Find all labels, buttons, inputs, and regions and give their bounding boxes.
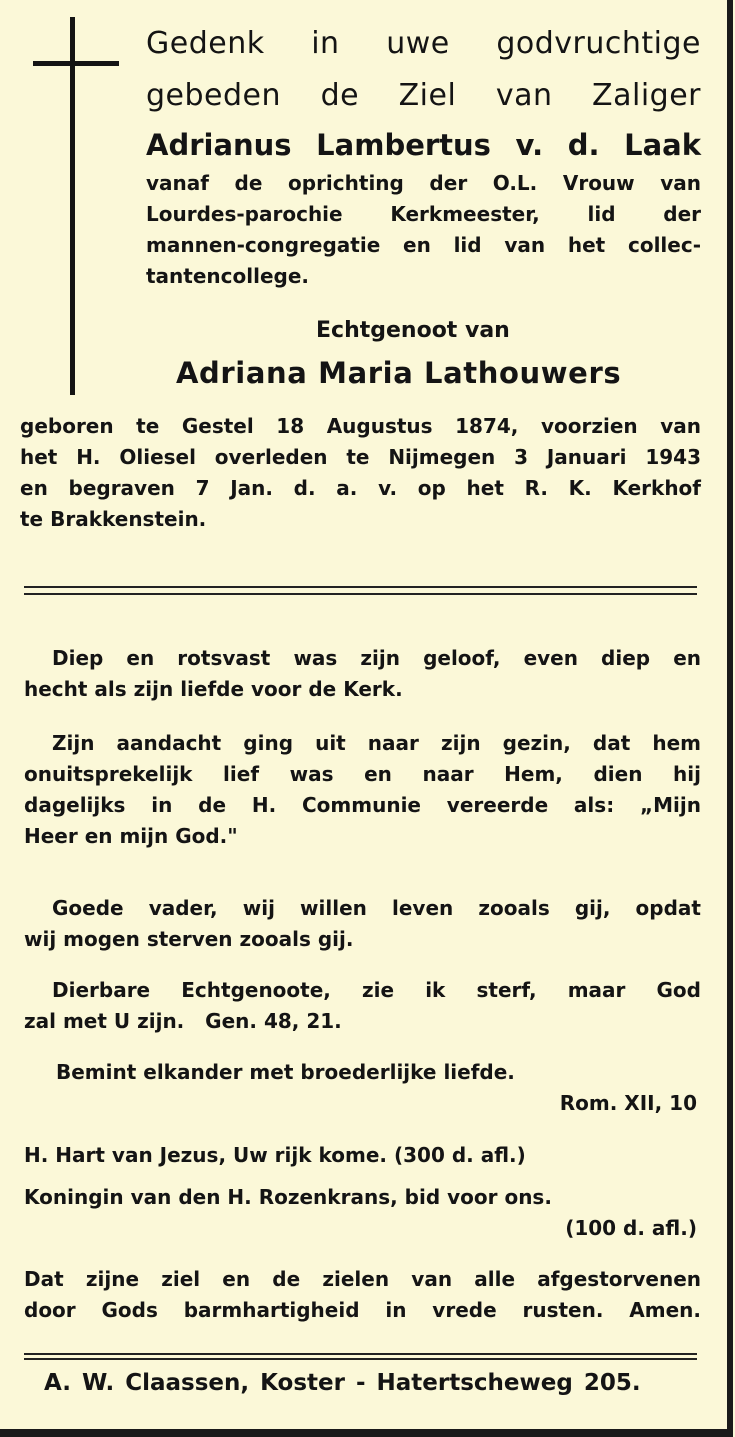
- birth-death-text: geboren te Gestel 18 Augustus 1874, voorzien van het H. Oliesel overleden te Nijmegen 3 Januari 1943 en begraven 7 Jan. d. a. v. op het R. K. Kerkhof te Brakkenstein.: [20, 414, 701, 531]
- header-line-2: gebeden de Ziel van Zaliger: [146, 78, 701, 113]
- divider: [24, 1353, 697, 1355]
- prayer-heart: H. Hart van Jezus, Uw rijk kome. (300 d. afl.): [24, 1143, 526, 1167]
- cross-icon: [70, 17, 75, 395]
- paragraph-wife: Dierbare Echtgenoote, zie ik sterf, maar God zal met U zijn. Gen. 48, 21.: [24, 978, 701, 1033]
- spouse-label: Echtgenoot van: [316, 318, 510, 343]
- bio-text: vanaf de oprichting der O.L. Vrouw van Lourdes-parochie Kerkmeester, lid der mannen-congregatie en lid van het collec- tantencollege.: [146, 171, 701, 288]
- deceased-name: Adrianus Lambertus v. d. Laak: [146, 128, 701, 162]
- paragraph-faith: Diep en rotsvast was zijn geloof, even diep en hecht als zijn liefde voor de Kerk.: [24, 646, 701, 701]
- paragraph-family: Zijn aandacht ging uit naar zijn gezin, dat hem onuitsprekelijk lief was en naar Hem, dien hij dagelijks in de H. Communie vereerde als: „Mijn Heer en mijn God.": [24, 731, 701, 848]
- paragraph-love: Bemint elkander met broederlijke liefde. Rom. XII, 10: [56, 1060, 697, 1115]
- divider: [24, 1358, 697, 1360]
- header-line-1: Gedenk in uwe godvruchtige: [146, 26, 701, 61]
- paragraph-father: Goede vader, wij willen leven zooals gij, opdat wij mogen sterven zooals gij.: [24, 896, 701, 951]
- closing-prayer: Dat zijne ziel en de zielen van alle afgestorvenen door Gods barmhartigheid in vrede rusten. Amen.: [24, 1267, 701, 1322]
- prayer-rosary: Koningin van den H. Rozenkrans, bid voor ons. (100 d. afl.): [24, 1185, 697, 1240]
- spouse-name: Adriana Maria Lathouwers: [176, 356, 622, 390]
- divider: [24, 586, 697, 588]
- cross-icon-bar: [33, 61, 119, 66]
- printer-footer: A. W. Claassen, Koster - Hatertscheweg 205.: [44, 1370, 641, 1396]
- divider: [24, 593, 697, 595]
